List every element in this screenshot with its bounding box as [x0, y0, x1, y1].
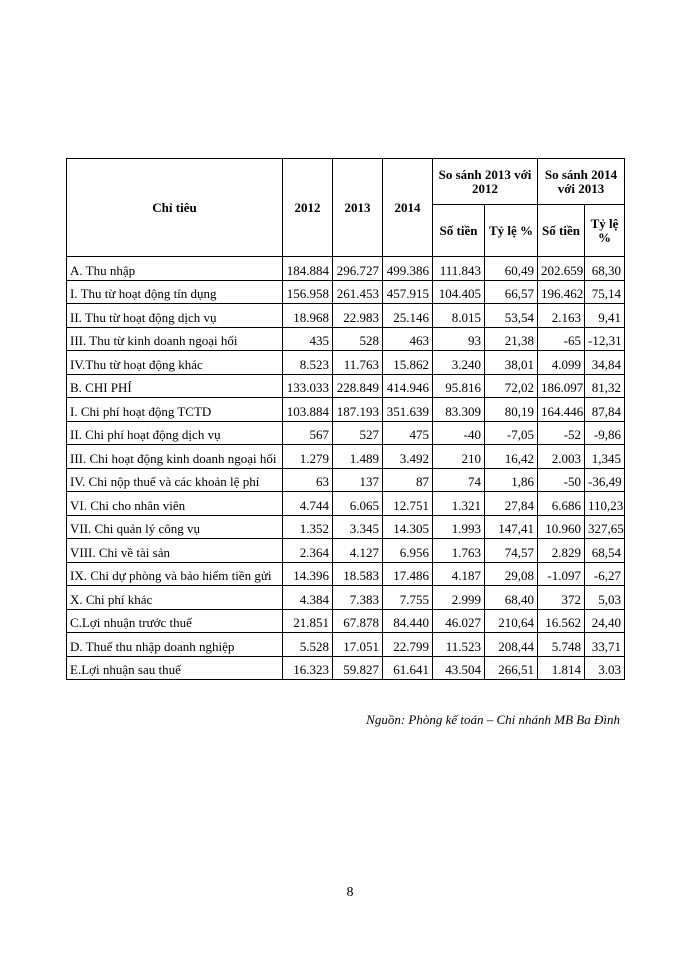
cell-p1: 68,40	[485, 586, 538, 610]
cell-y2014: 475	[383, 421, 433, 445]
table-row	[67, 468, 625, 492]
cell-d1: 1.321	[433, 492, 485, 516]
header-2012: 2012	[283, 159, 333, 257]
financial-table	[66, 158, 625, 680]
cell-d2: -1.097	[538, 562, 585, 586]
cell-d1: 74	[433, 468, 485, 492]
cell-y2013: 3.345	[333, 515, 383, 539]
cell-y2012: 435	[283, 327, 333, 351]
cell-y2013: 18.583	[333, 562, 383, 586]
cell-y2012: 14.396	[283, 562, 333, 586]
cell-d2: 202.659	[538, 257, 585, 281]
table-row	[67, 445, 625, 469]
cell-y2013: 527	[333, 421, 383, 445]
cell-y2014: 351.639	[383, 398, 433, 422]
cell-y2013: 1.489	[333, 445, 383, 469]
cell-y2012: 133.033	[283, 374, 333, 398]
cell-p1: 27,84	[485, 492, 538, 516]
table-row	[67, 421, 625, 445]
cell-d2: 1.814	[538, 656, 585, 680]
table-row	[67, 633, 625, 657]
cell-y2013: 187.193	[333, 398, 383, 422]
cell-y2014: 61.641	[383, 656, 433, 680]
cell-p1: 266,51	[485, 656, 538, 680]
cell-y2012: 16.323	[283, 656, 333, 680]
cell-label: VII. Chi quản lý công vụ	[67, 515, 283, 539]
cell-d1: 104.405	[433, 280, 485, 304]
cell-d1: 11.523	[433, 633, 485, 657]
cell-y2014: 499.386	[383, 257, 433, 281]
cell-d2: 164.446	[538, 398, 585, 422]
table-row	[67, 374, 625, 398]
cell-d1: -40	[433, 421, 485, 445]
cell-p1: 53,54	[485, 304, 538, 328]
cell-y2012: 18.968	[283, 304, 333, 328]
cell-y2014: 25.146	[383, 304, 433, 328]
table-body	[67, 257, 625, 680]
cell-d2: -50	[538, 468, 585, 492]
table-row	[67, 280, 625, 304]
cell-d1: 95.816	[433, 374, 485, 398]
cell-y2013: 11.763	[333, 351, 383, 375]
header-2014: 2014	[383, 159, 433, 257]
cell-p2: 33,71	[585, 633, 625, 657]
cell-p1: 21,38	[485, 327, 538, 351]
cell-y2013: 7.383	[333, 586, 383, 610]
cell-y2014: 6.956	[383, 539, 433, 563]
cell-d1: 111.843	[433, 257, 485, 281]
cell-y2013: 22.983	[333, 304, 383, 328]
cell-d1: 93	[433, 327, 485, 351]
cell-y2014: 12.751	[383, 492, 433, 516]
cell-d1: 210	[433, 445, 485, 469]
cell-p1: 38,01	[485, 351, 538, 375]
cell-y2013: 4.127	[333, 539, 383, 563]
cell-p2: 3.03	[585, 656, 625, 680]
cell-d2: 10.960	[538, 515, 585, 539]
table-row	[67, 539, 625, 563]
cell-y2012: 4.744	[283, 492, 333, 516]
cell-y2012: 567	[283, 421, 333, 445]
cell-label: I. Chi phí hoạt động TCTD	[67, 398, 283, 422]
cell-d2: -65	[538, 327, 585, 351]
cell-y2014: 7.755	[383, 586, 433, 610]
cell-p1: 72,02	[485, 374, 538, 398]
cell-p2: 68,30	[585, 257, 625, 281]
cell-p2: 34,84	[585, 351, 625, 375]
cell-d2: 4.099	[538, 351, 585, 375]
cell-y2013: 67.878	[333, 609, 383, 633]
cell-y2014: 414.946	[383, 374, 433, 398]
table-row	[67, 609, 625, 633]
cell-p2: 81,32	[585, 374, 625, 398]
cell-p2: -36,49	[585, 468, 625, 492]
cell-y2013: 17.051	[333, 633, 383, 657]
cell-p2: 87,84	[585, 398, 625, 422]
header-ratio-1: Tỷ lệ %	[485, 205, 538, 257]
cell-label: A. Thu nhập	[67, 257, 283, 281]
cell-p1: 210,64	[485, 609, 538, 633]
cell-y2014: 84.440	[383, 609, 433, 633]
cell-label: IV.Thu từ hoạt động khác	[67, 351, 283, 375]
cell-y2012: 1.279	[283, 445, 333, 469]
cell-d1: 8.015	[433, 304, 485, 328]
cell-d2: 2.163	[538, 304, 585, 328]
header-amount-1: Số tiền	[433, 205, 485, 257]
cell-y2013: 296.727	[333, 257, 383, 281]
cell-label: VI. Chi cho nhân viên	[67, 492, 283, 516]
cell-label: B. CHI PHÍ	[67, 374, 283, 398]
cell-y2014: 14.305	[383, 515, 433, 539]
table-row	[67, 492, 625, 516]
cell-p2: 24,40	[585, 609, 625, 633]
cell-y2013: 137	[333, 468, 383, 492]
cell-label: I. Thu từ hoạt động tín dụng	[67, 280, 283, 304]
cell-d2: 186.097	[538, 374, 585, 398]
cell-y2012: 63	[283, 468, 333, 492]
cell-d1: 83.309	[433, 398, 485, 422]
table-row	[67, 327, 625, 351]
cell-p1: 60,49	[485, 257, 538, 281]
header-ratio-2: Tỷ lệ %	[585, 205, 625, 257]
cell-p1: 66,57	[485, 280, 538, 304]
cell-label: III. Thu từ kinh doanh ngoại hối	[67, 327, 283, 351]
table-row	[67, 257, 625, 281]
cell-y2014: 15.862	[383, 351, 433, 375]
cell-y2013: 59.827	[333, 656, 383, 680]
cell-y2013: 528	[333, 327, 383, 351]
table-row	[67, 562, 625, 586]
cell-d1: 2.999	[433, 586, 485, 610]
cell-p1: 80,19	[485, 398, 538, 422]
cell-d1: 43.504	[433, 656, 485, 680]
cell-label: IX. Chi dự phòng và bảo hiểm tiền gửi	[67, 562, 283, 586]
cell-p2: 1,345	[585, 445, 625, 469]
cell-label: C.Lợi nhuận trước thuế	[67, 609, 283, 633]
cell-p2: -6,27	[585, 562, 625, 586]
cell-y2012: 8.523	[283, 351, 333, 375]
cell-y2012: 184.884	[283, 257, 333, 281]
cell-p2: 327,65	[585, 515, 625, 539]
cell-p1: 147,41	[485, 515, 538, 539]
cell-p1: -7,05	[485, 421, 538, 445]
cell-y2014: 22.799	[383, 633, 433, 657]
table-row	[67, 586, 625, 610]
cell-d2: 2.829	[538, 539, 585, 563]
table-row	[67, 656, 625, 680]
cell-label: D. Thuế thu nhập doanh nghiệp	[67, 633, 283, 657]
header-compare-2014-2013: So sánh 2014 với 2013	[538, 159, 625, 205]
table-row	[67, 515, 625, 539]
cell-p2: -12,31	[585, 327, 625, 351]
cell-d2: 372	[538, 586, 585, 610]
cell-y2012: 21.851	[283, 609, 333, 633]
cell-y2014: 3.492	[383, 445, 433, 469]
cell-p2: 68,54	[585, 539, 625, 563]
cell-y2012: 5.528	[283, 633, 333, 657]
cell-p1: 16,42	[485, 445, 538, 469]
header-amount-2: Số tiền	[538, 205, 585, 257]
cell-p1: 29,08	[485, 562, 538, 586]
cell-label: VIII. Chi về tài sản	[67, 539, 283, 563]
table-row	[67, 398, 625, 422]
cell-p2: 5,03	[585, 586, 625, 610]
cell-p2: 75,14	[585, 280, 625, 304]
cell-d2: 196.462	[538, 280, 585, 304]
source-note: Nguồn: Phòng kế toán – Chi nhánh MB Ba Đình	[366, 712, 620, 727]
cell-d2: 2.003	[538, 445, 585, 469]
cell-d1: 1.993	[433, 515, 485, 539]
cell-y2012: 2.364	[283, 539, 333, 563]
cell-d2: 16.562	[538, 609, 585, 633]
cell-y2014: 17.486	[383, 562, 433, 586]
cell-label: II. Chi phí hoạt động dịch vụ	[67, 421, 283, 445]
cell-d1: 4.187	[433, 562, 485, 586]
cell-label: III. Chi hoạt động kinh doanh ngoại hối	[67, 445, 283, 469]
cell-p2: 110,23	[585, 492, 625, 516]
cell-y2013: 6.065	[333, 492, 383, 516]
cell-d1: 1.763	[433, 539, 485, 563]
cell-label: II. Thu từ hoạt động dịch vụ	[67, 304, 283, 328]
cell-p2: -9,86	[585, 421, 625, 445]
cell-y2012: 156.958	[283, 280, 333, 304]
cell-y2012: 4.384	[283, 586, 333, 610]
cell-p2: 9,41	[585, 304, 625, 328]
cell-y2012: 103.884	[283, 398, 333, 422]
cell-d2: -52	[538, 421, 585, 445]
table-row	[67, 304, 625, 328]
cell-y2012: 1.352	[283, 515, 333, 539]
cell-d1: 3.240	[433, 351, 485, 375]
cell-y2014: 457.915	[383, 280, 433, 304]
cell-p1: 1,86	[485, 468, 538, 492]
table-row	[67, 351, 625, 375]
cell-p1: 74,57	[485, 539, 538, 563]
cell-label: IV. Chi nộp thuế và các khoản lệ phí	[67, 468, 283, 492]
cell-label: E.Lợi nhuận sau thuế	[67, 656, 283, 680]
cell-y2013: 228.849	[333, 374, 383, 398]
cell-y2013: 261.453	[333, 280, 383, 304]
cell-d1: 46.027	[433, 609, 485, 633]
header-indicator: Chỉ tiêu	[67, 159, 283, 257]
header-2013: 2013	[333, 159, 383, 257]
cell-label: X. Chi phí khác	[67, 586, 283, 610]
cell-y2014: 463	[383, 327, 433, 351]
cell-y2014: 87	[383, 468, 433, 492]
cell-d2: 6.686	[538, 492, 585, 516]
page-number: 8	[346, 885, 354, 900]
cell-d2: 5.748	[538, 633, 585, 657]
header-compare-2013-2012: So sánh 2013 với 2012	[433, 159, 538, 205]
cell-p1: 208,44	[485, 633, 538, 657]
